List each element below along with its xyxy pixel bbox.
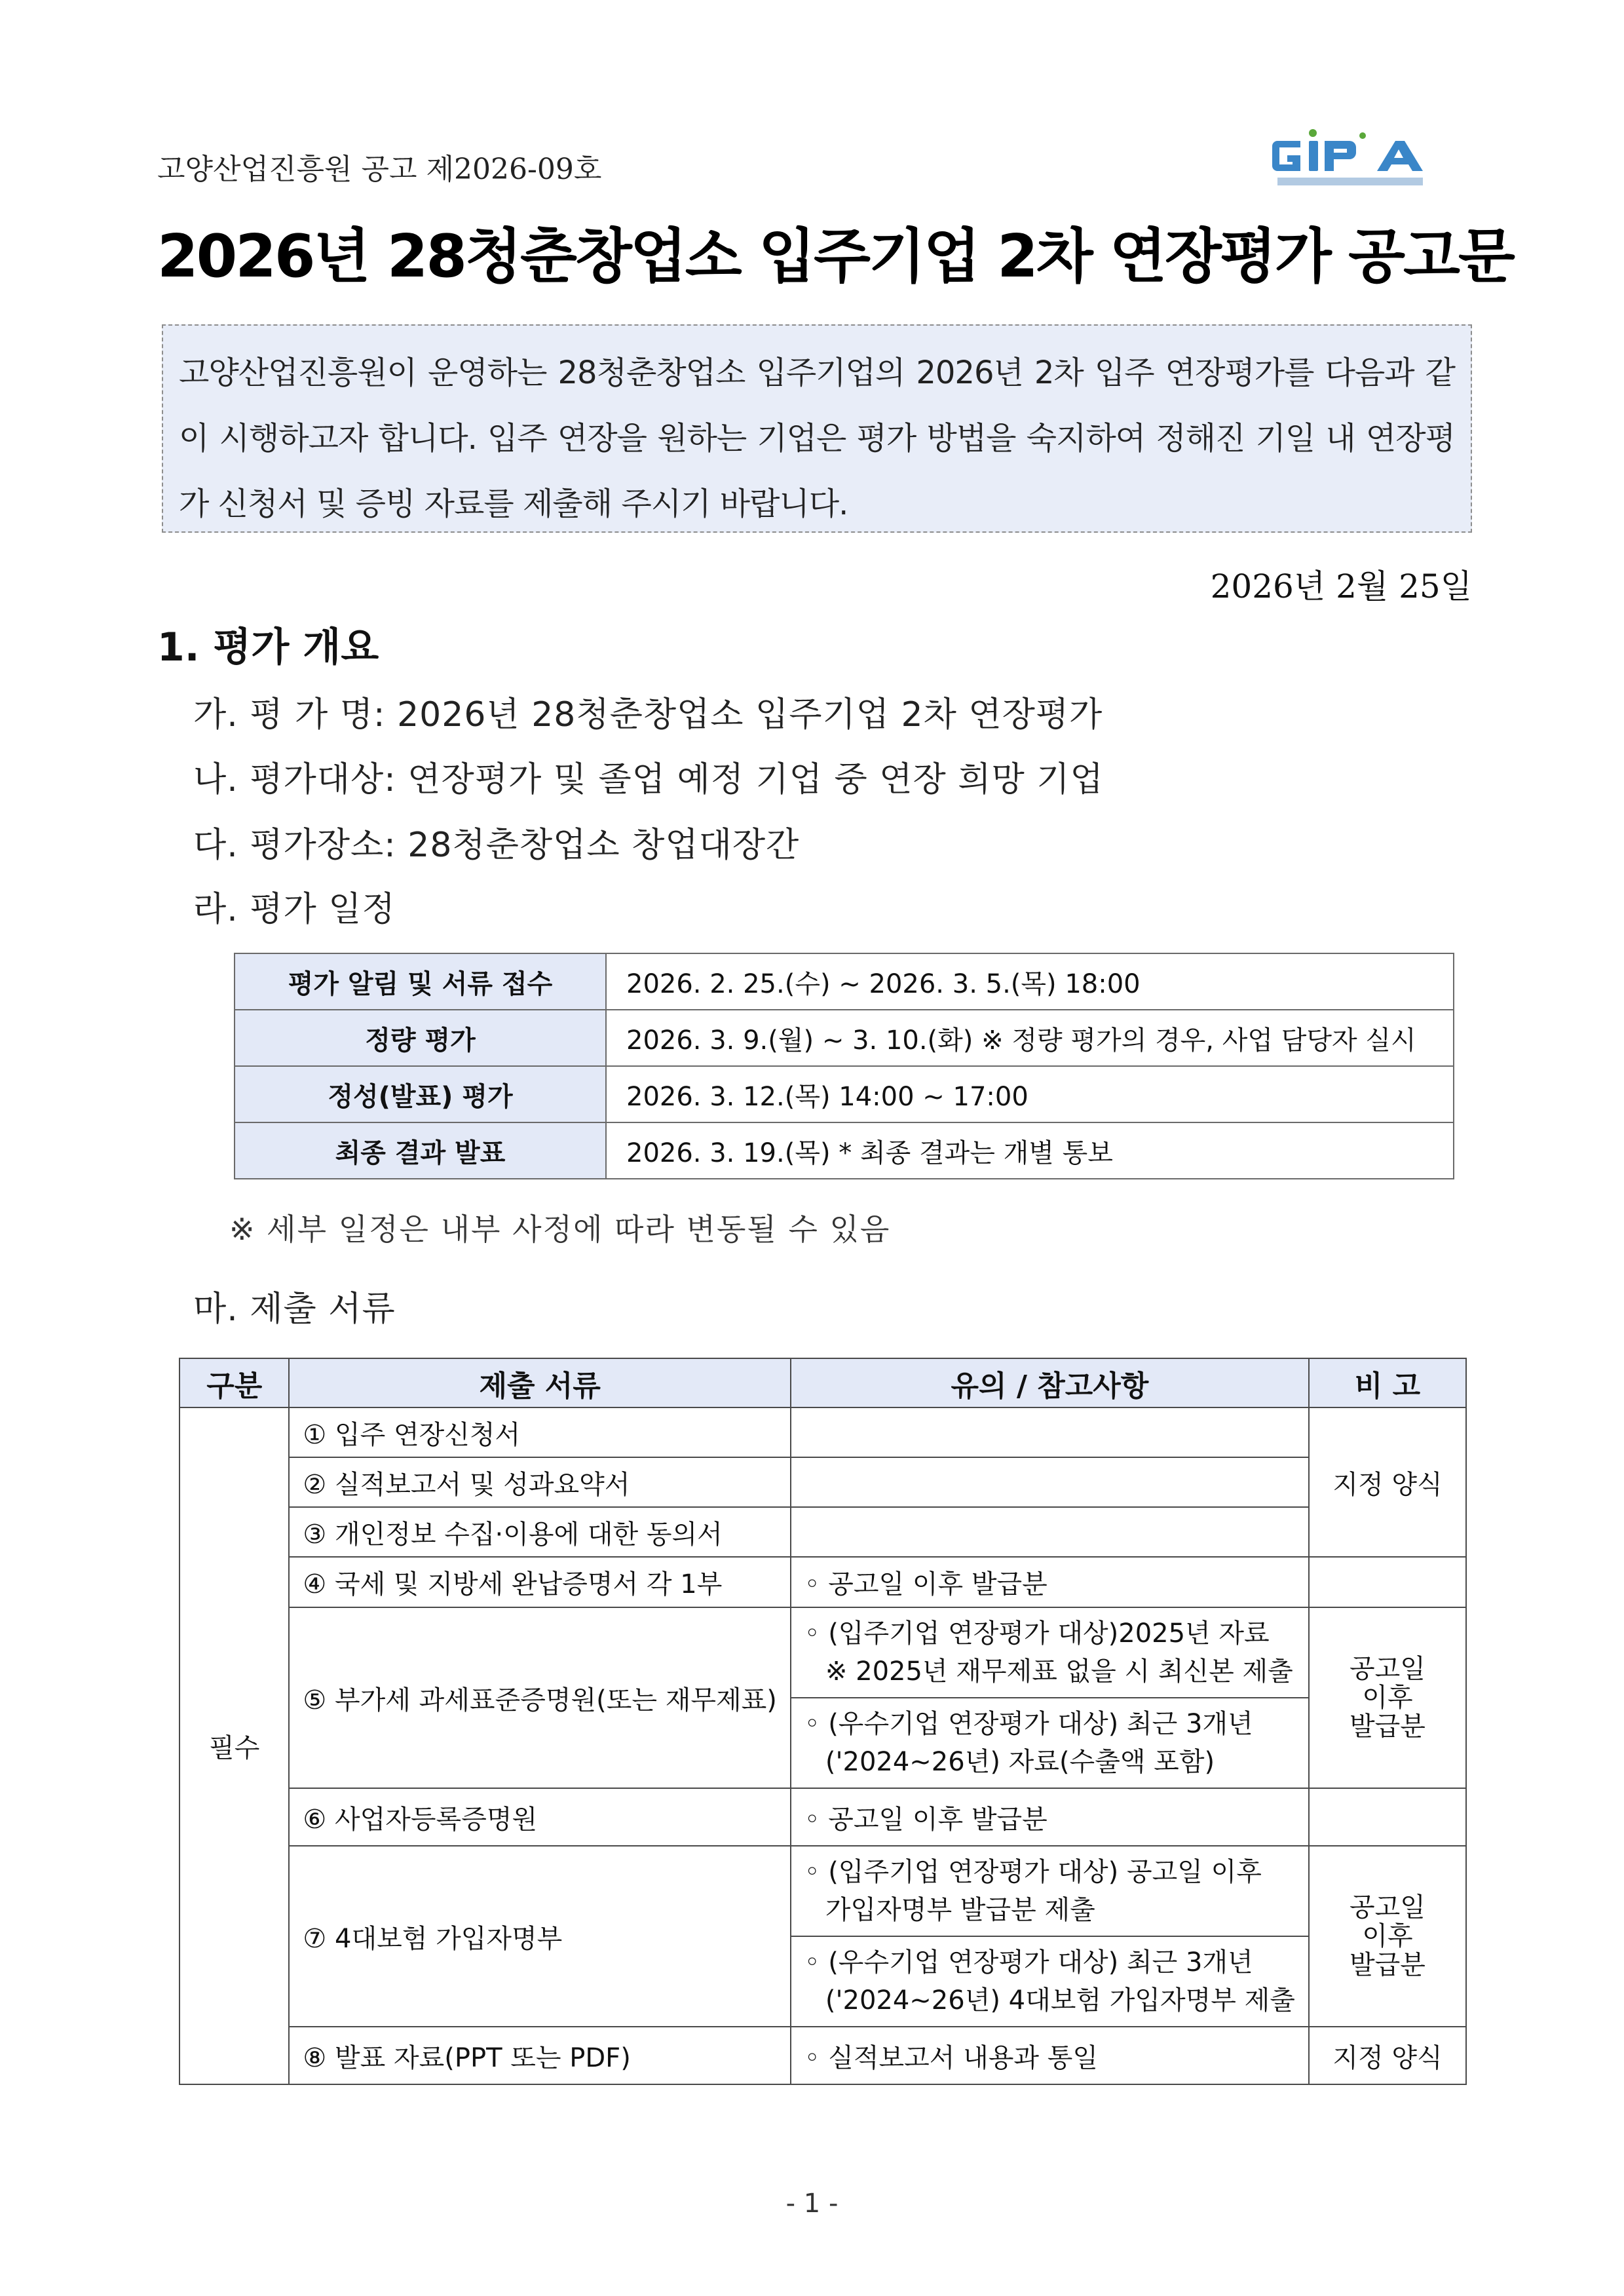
note-cell — [791, 1457, 1309, 1507]
section-heading: 1. 평가 개요 — [157, 624, 379, 670]
column-header: 유의 / 참고사항 — [791, 1358, 1309, 1407]
docs-heading: 마. 제출 서류 — [193, 1290, 396, 1329]
note-cell — [791, 1507, 1309, 1557]
document-cell: ⑧ 발표 자료(PPT 또는 PDF) — [289, 2027, 790, 2084]
documents-table — [179, 1358, 1467, 2085]
gipa-logo — [1264, 121, 1461, 193]
remark-cell: 지정 양식 — [1309, 1407, 1466, 1557]
remark-line: 공고일 — [1350, 1892, 1426, 1923]
note-cell — [791, 1846, 1309, 1936]
remark-cell — [1309, 1788, 1466, 1846]
note-line: ◦ (입주기업 연장평가 대상)2025년 자료 — [804, 1618, 1270, 1649]
document-cell: ⑤ 부가세 과세표준증명원(또는 재무제표) — [289, 1607, 790, 1788]
table-row — [179, 1507, 1466, 1557]
overview-item-name: 가. 평 가 명: 2026년 28청춘창업소 입주기업 2차 연장평가 — [193, 695, 1103, 735]
schedule-value: 2026. 2. 25.(수) ~ 2026. 3. 5.(목) 18:00 — [606, 953, 1454, 1010]
note-line: ※ 2025년 재무제표 없을 시 최신본 제출 — [825, 1656, 1293, 1687]
table-row — [235, 1010, 1454, 1066]
note-cell — [791, 1607, 1309, 1698]
document-cell: ① 입주 연장신청서 — [289, 1407, 790, 1457]
document-cell: ⑦ 4대보험 가입자명부 — [289, 1846, 790, 2027]
document-cell: ② 실적보고서 및 성과요약서 — [289, 1457, 790, 1507]
schedule-value: 2026. 3. 9.(월) ~ 3. 10.(화) ※ 정량 평가의 경우, 사업 담당자 실시 — [606, 1010, 1454, 1066]
schedule-value: 2026. 3. 12.(목) 14:00 ~ 17:00 — [606, 1066, 1454, 1122]
page-title: 2026년 28청춘창업소 입주기업 2차 연장평가 공고문 — [157, 222, 1513, 291]
remark-cell — [1309, 1846, 1466, 2027]
notice-number: 고양산업진흥원 공고 제2026-09호 — [157, 153, 602, 186]
column-header: 비 고 — [1309, 1358, 1466, 1407]
column-header: 구분 — [179, 1358, 289, 1407]
schedule-label: 최종 결과 발표 — [235, 1122, 606, 1179]
table-row — [235, 953, 1454, 1010]
table-row — [235, 1066, 1454, 1122]
note-cell: ◦ 공고일 이후 발급분 — [791, 1557, 1309, 1607]
remark-cell: 지정 양식 — [1309, 2027, 1466, 2084]
remark-line: 이후 — [1362, 1683, 1413, 1713]
column-header: 제출 서류 — [289, 1358, 790, 1407]
schedule-note: ※ 세부 일정은 내부 사정에 따라 변동될 수 있음 — [229, 1212, 891, 1247]
table-row — [179, 1457, 1466, 1507]
remark-cell — [1309, 1607, 1466, 1788]
overview-item-schedule: 라. 평가 일정 — [193, 890, 396, 929]
table-row — [235, 1122, 1454, 1179]
table-row — [179, 1788, 1466, 1846]
schedule-value: 2026. 3. 19.(목) * 최종 결과는 개별 통보 — [606, 1122, 1454, 1179]
note-line: 가입자명부 발급분 제출 — [825, 1895, 1095, 1925]
category-cell: 필수 — [179, 1407, 289, 2084]
note-line: ('2024~26년) 4대보험 가입자명부 제출 — [825, 1985, 1295, 2016]
document-cell: ③ 개인정보 수집·이용에 대한 동의서 — [289, 1507, 790, 1557]
table-row — [179, 1407, 1466, 1457]
notice-date: 2026년 2월 25일 — [1210, 567, 1472, 605]
overview-item-target: 나. 평가대상: 연장평가 및 졸업 예정 기업 중 연장 희망 기업 — [193, 760, 1104, 799]
note-cell — [791, 1698, 1309, 1788]
schedule-table — [234, 953, 1454, 1179]
schedule-label: 정성(발표) 평가 — [235, 1066, 606, 1122]
note-line: ◦ (우수기업 연장평가 대상) 최근 3개년 — [804, 1947, 1253, 1978]
note-cell: ◦ 실적보고서 내용과 통일 — [791, 2027, 1309, 2084]
note-line: ◦ (우수기업 연장평가 대상) 최근 3개년 — [804, 1709, 1253, 1739]
document-cell: ⑥ 사업자등록증명원 — [289, 1788, 790, 1846]
schedule-label: 평가 알림 및 서류 접수 — [235, 953, 606, 1010]
remark-line: 공고일 — [1350, 1654, 1426, 1684]
overview-item-place: 다. 평가장소: 28청춘창업소 창업대장간 — [193, 826, 800, 865]
table-row — [179, 2027, 1466, 2084]
remark-line: 발급분 — [1350, 1712, 1426, 1742]
note-line: ◦ (입주기업 연장평가 대상) 공고일 이후 — [804, 1857, 1262, 1887]
remark-line: 발급분 — [1350, 1950, 1426, 1980]
note-cell — [791, 1936, 1309, 2027]
table-row — [179, 1607, 1466, 1698]
page-number: - 1 - — [785, 2189, 839, 2219]
schedule-label: 정량 평가 — [235, 1010, 606, 1066]
intro-box: 고양산업진흥원이 운영하는 28청춘창업소 입주기업의 2026년 2차 입주 연장평가를 다음과 같이 시행하고자 합니다. 입주 연장을 원하는 기업은 평가 방법을 숙지하여 정해진 기일 내 연장평가 신청서 및 증빙 자료를 제출해 주시기 바랍니다. — [162, 324, 1472, 533]
table-row — [179, 1846, 1466, 1936]
note-line: ('2024~26년) 자료(수출액 포함) — [825, 1747, 1215, 1777]
document-cell: ④ 국세 및 지방세 완납증명서 각 1부 — [289, 1557, 790, 1607]
table-row — [179, 1557, 1466, 1607]
table-header-row — [179, 1358, 1466, 1407]
remark-cell — [1309, 1557, 1466, 1607]
note-cell — [791, 1407, 1309, 1457]
note-cell: ◦ 공고일 이후 발급분 — [791, 1788, 1309, 1846]
remark-line: 이후 — [1362, 1921, 1413, 1951]
